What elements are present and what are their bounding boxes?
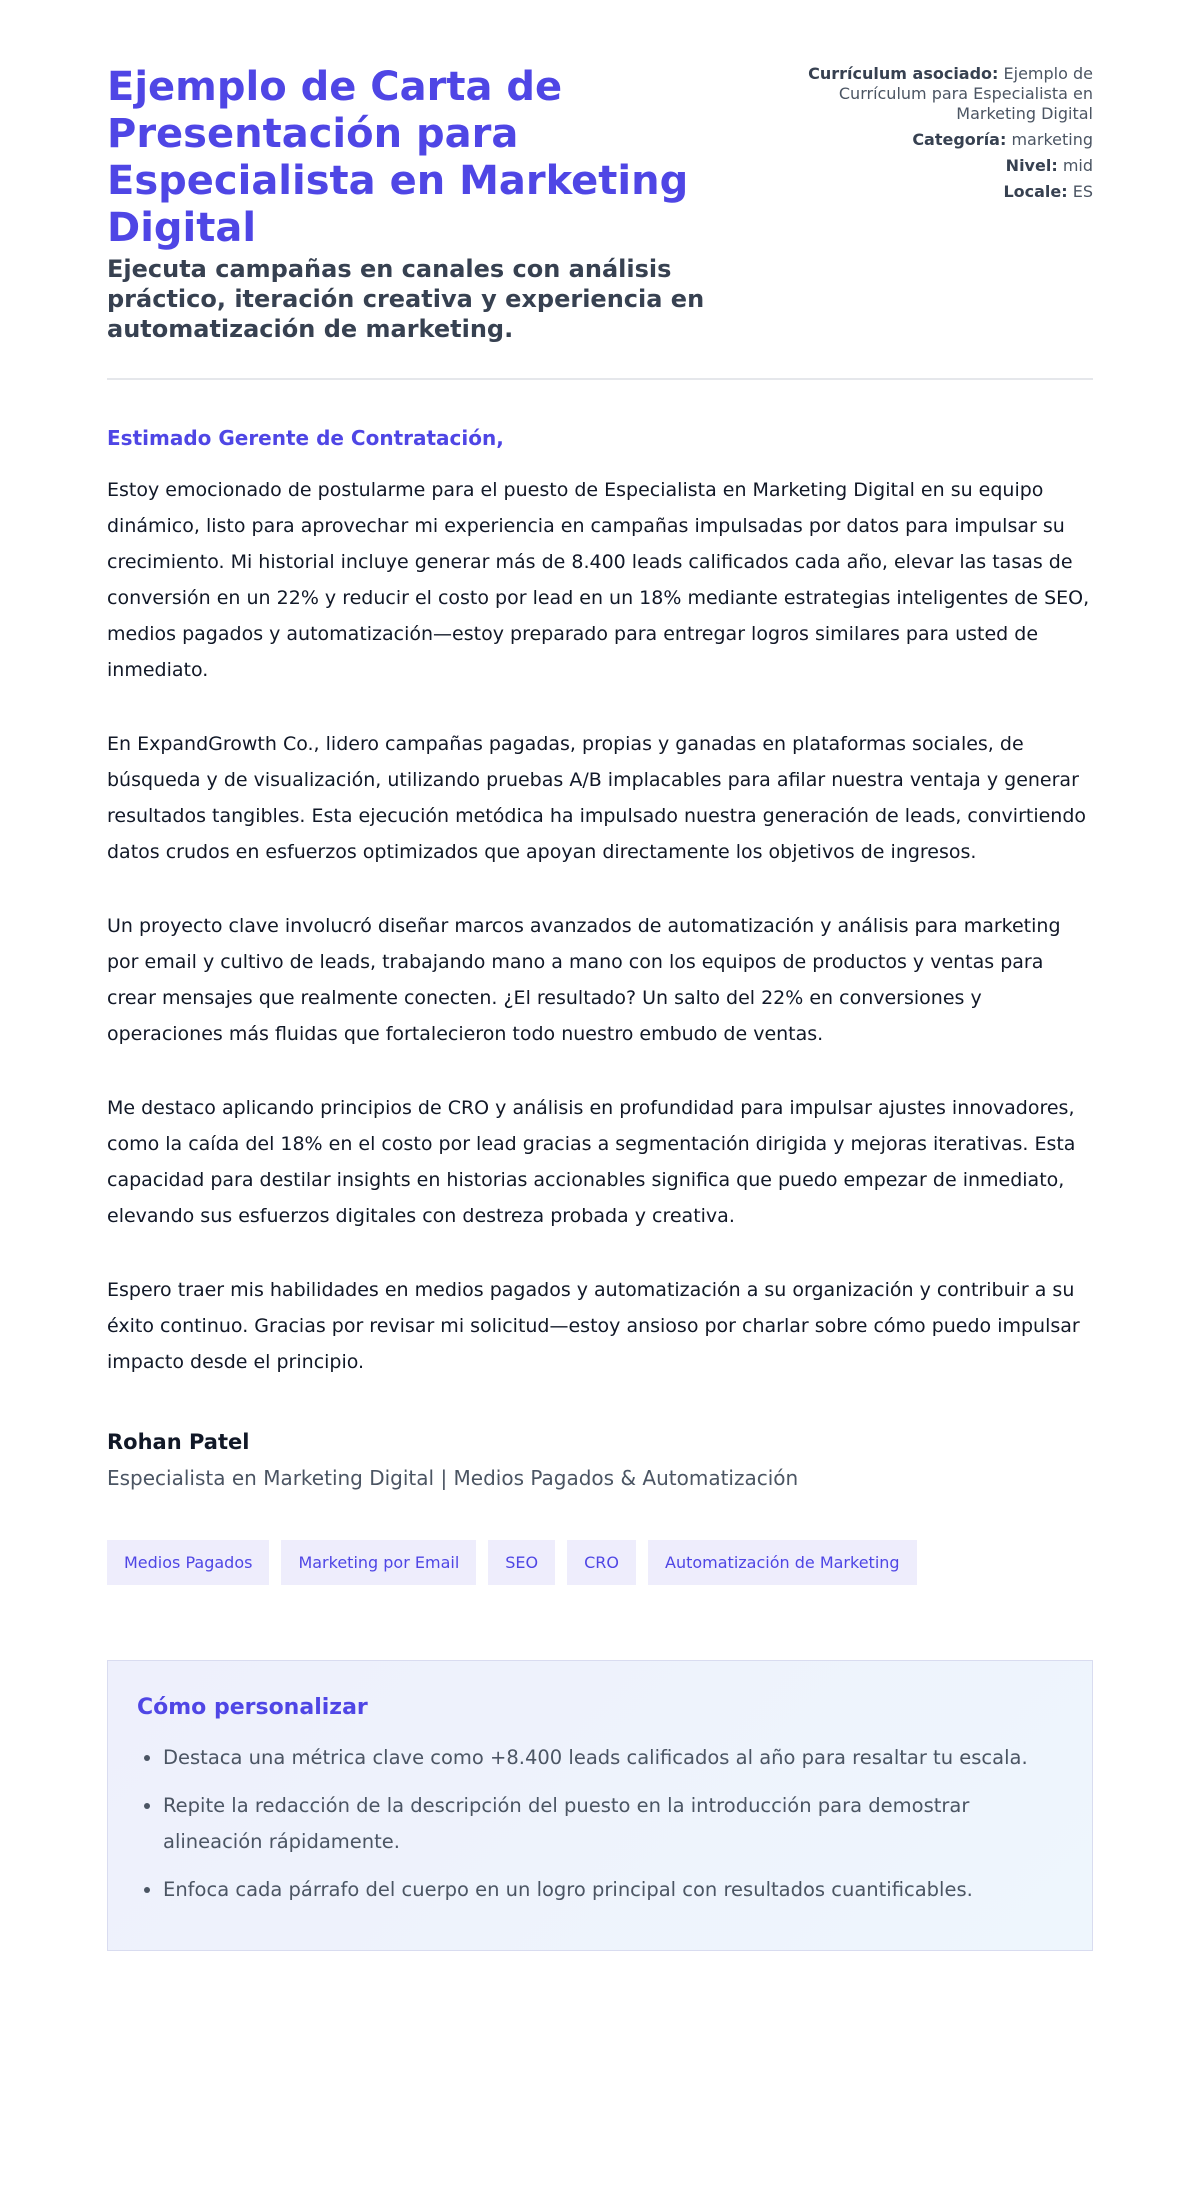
meta-level: Nivel: mid: [1005, 156, 1093, 175]
signer-role: Especialista en Marketing Digital | Medios Pagados & Automatización: [107, 1466, 799, 1490]
signer-name: Rohan Patel: [107, 1430, 250, 1454]
divider: [107, 378, 1093, 380]
tag: Medios Pagados: [107, 1540, 269, 1585]
page-subtitle: Ejecuta campañas en canales con análisis práctico, iteración creativa y experiencia en automatización de marketing.: [107, 255, 705, 343]
paragraph: Estoy emocionado de postularme para el puesto de Especialista en Marketing Digital en su equipo dinámico, listo para aprovechar mi experiencia en campañas impulsadas por datos para impulsar su crecimiento. Mi historial incluye generar más de 8.400 leads calificados cada año, elevar las tasas de conversión en un 22% y reducir el costo por lead en un 18% mediante estrategias inteligentes de SEO, medios pagados y automatización—estoy preparado para entregar logros similares para usted de inmediato.: [107, 479, 1090, 681]
tips-list: [137, 1740, 1063, 1908]
meta-category: Categoría: marketing: [912, 130, 1093, 149]
meta-info: [803, 64, 1093, 208]
signature: [107, 1430, 1093, 1490]
tip-item: • Destaca una métrica clave como +8.400 leads calificados al año para resaltar tu escala.: [163, 1740, 1063, 1776]
skill-tags: [107, 1540, 1093, 1585]
paragraph: Me destaco aplicando principios de CRO y análisis en profundidad para impulsar ajustes innovadores, como la caída del 18% en el costo por lead gracias a segmentación dirigida y mejoras iterativas. Esta capacidad para destilar insights en historias accionables significa que puedo empezar de inmediato, elevando sus esfuerzos digitales con destreza probada y creativa.: [107, 1097, 1076, 1227]
tips-title: Cómo personalizar: [137, 1695, 368, 1720]
tag: Marketing por Email: [281, 1540, 476, 1585]
header: [107, 64, 1093, 344]
tip-item: • Enfoca cada párrafo del cuerpo en un logro principal con resultados cuantificables.: [163, 1872, 1063, 1908]
paragraph: Un proyecto clave involucró diseñar marcos avanzados de automatización y análisis para marketing por email y cultivo de leads, trabajando mano a mano con los equipos de productos y ventas para crear mensajes que realmente conecten. ¿El resultado? Un salto del 22% en conversiones y operaciones más fluidas que fortalecieron todo nuestro embudo de ventas.: [107, 915, 1061, 1045]
tag: SEO: [488, 1540, 555, 1585]
paragraph: En ExpandGrowth Co., lidero campañas pagadas, propias y ganadas en plataformas sociales, de búsqueda y de visualización, utilizando pruebas A/B implacables para afilar nuestra ventaja y generar resultados tangibles. Esta ejecución metódica ha impulsado nuestra generación de leads, convirtiendo datos crudos en esfuerzos optimizados que apoyan directamente los objetivos de ingresos.: [107, 733, 1087, 863]
page-title: Ejemplo de Carta de Presentación para Especialista en Marketing Digital: [107, 64, 689, 251]
tag: CRO: [567, 1540, 636, 1585]
paragraph: Espero traer mis habilidades en medios pagados y automatización a su organización y contribuir a su éxito continuo. Gracias por revisar mi solicitud—estoy ansioso por charlar sobre cómo puedo impulsar impacto desde el principio.: [107, 1279, 1080, 1373]
tag: Automatización de Marketing: [648, 1540, 917, 1585]
meta-resume: Currículum asociado: Ejemplo de Currículum para Especialista en Marketing Digital: [808, 64, 1093, 123]
meta-locale: Locale: ES: [1003, 182, 1093, 201]
greeting: Estimado Gerente de Contratación,: [107, 426, 504, 450]
tip-item: • Repite la redacción de la descripción del puesto en la introducción para demostrar alineación rápidamente.: [163, 1788, 1063, 1860]
tips-box: [107, 1660, 1093, 1951]
letter-body: [107, 472, 1093, 1380]
